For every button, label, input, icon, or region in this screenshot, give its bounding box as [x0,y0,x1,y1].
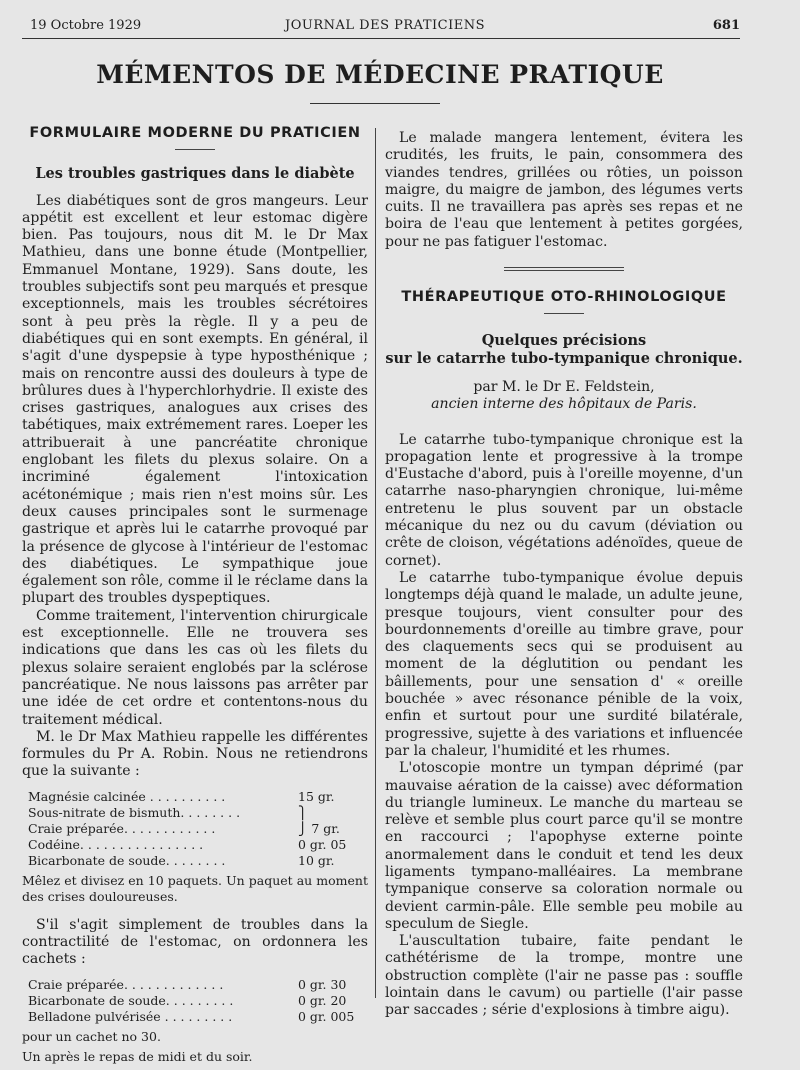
section-title-formulaire: FORMULAIRE MODERNE DU PRATICIEN [29,125,361,141]
header-journal: JOURNAL DES PRATICIENS [285,18,485,33]
formula-row [28,977,368,993]
running-header [30,18,740,40]
paragraph: Le malade mangera lentement, évitera les crudités, les fruits, le pain, consommera des viandes tendres, grillées ou rôties, un poisson maigre, du maigre de jambon, des légumes verts cuits. Il ne travaillera pas après ses repas et ne boira de l'eau que lentement à petites gorgées, pour ne pas fatiguer l'estomac. [385,130,743,250]
section-rule [175,149,215,150]
header-rule [22,38,740,39]
left-column [22,125,368,1065]
formula-1 [28,789,368,869]
ingredient: Bicarbonate de soude. . . . . . . . . [28,992,234,1008]
title-rule [310,103,440,104]
formula-row [28,789,368,805]
paragraph: Comme traitement, l'intervention chirurgicale est exceptionnelle. Elle ne trouvera ses indications que dans les cas où les filets du plexus solaire seraient englobés par la sclérose pancréatique. Ne nous laissons pas arrêter par une idée de cet ordre et contentons-nous du traitement médical. [22,607,368,728]
formula-row [28,853,368,869]
byline-affiliation: ancien interne des hôpitaux de Paris. [431,396,697,413]
ingredient: Craie préparée. . . . . . . . . . . . [28,820,216,836]
quantity: 0 gr. 05 [298,836,347,852]
formula-row [28,805,368,821]
paragraph: Les diabétiques sont de gros mangeurs. Leur appétit est excellent et leur estomac digère bien. Pas toujours, nous dit M. le Dr Max Mathieu, dans une bonne étude (Montpellier, Emmanuel Montane, 1929). Sans doute, les troubles subjectifs sont peu marqués et presque exceptionnels, mais les troubles sécrétoires sont à peu près la règle. Il y a peu de diabétiques qui en sont exempts. En général, il s'agit d'une dyspepsie à type hyposthénique ; mais on rencontre aussi des douleurs à type de brûlures dues à l'hyperchlorhydrie. Il existe des crises gastriques, analogues aux crises des tabétiques, maix extrémement rares. Loeper les attribuerait à une pancréatite chronique englobant les filets du plexus solaire. On a incriminé également l'intoxication acétonémique ; mais rien n'est moins sûr. Les deux causes principales sont le surmenage gastrique et après lui le catarrhe provoqué par la présence de glycose à l'intérieur de l'estomac des diabétiques. Le sympathique joue également son rôle, comme il le réclame dans la plupart des troubles dyspeptiques. [22,192,368,607]
ingredient: Sous-nitrate de bismuth. . . . . . . . [28,804,241,820]
ingredient: Codéine. . . . . . . . . . . . . . . . [28,836,204,852]
article-title-line2: sur le catarrhe tubo-tympanique chronique. [385,349,743,367]
ingredient: Belladone pulvérisée . . . . . . . . . [28,1008,233,1024]
section-rule [544,313,584,314]
paragraph: Le catarrhe tubo-tympanique chronique est la propagation lente et progressive à la trompe d'Eustache d'abord, puis à l'oreille moyenne, d'un catarrhe naso-pharyngien chronique, lui-même entretenu le plus souvent par un obstacle mécanique du nez ou du cavum (déviation ou crête de cloison, végétations adénoïdes, queue de cornet). [385,431,743,569]
paragraph: S'il s'agit simplement de troubles dans la contractilité de l'estomac, on ordonnera les cachets : [22,916,368,968]
formula-note: Un après le repas de midi et du soir. [22,1048,253,1064]
paragraph: L'auscultation tubaire, faite pendant le cathétérisme de la trompe, montre une obstruction complète (l'air ne passe pas : souffle lointain dans le cavum) ou partielle (l'air passe par saccades ; série d'explosions à timbre aigu). [385,933,743,1019]
section-title-oto: THÉRAPEUTIQUE OTO-RHINOLOGIQUE [401,289,727,306]
right-column [385,130,743,1020]
formula-row [28,821,368,837]
ingredient: Bicarbonate de soude. . . . . . . . [28,852,226,868]
formula-note: pour un cachet no 30. [22,1028,161,1044]
page-title: MÉMENTOS DE MÉDECINE PRATIQUE [96,60,664,89]
formula-note: Mêlez et divisez en 10 paquets. Un paquet au moment des crises douloureuses. [22,872,368,904]
formula-row [28,1009,368,1025]
header-date: 19 Octobre 1929 [30,18,142,33]
ingredient: Magnésie calcinée . . . . . . . . . . [28,788,226,804]
article-title-diabete: Les troubles gastriques dans le diabète [35,165,355,183]
quantity: 10 gr. [298,852,335,868]
formula-2 [28,977,368,1025]
formula-row [28,993,368,1009]
quantity: 15 gr. [298,788,335,804]
paragraph: M. le Dr Max Mathieu rappelle les différentes formules du Pr A. Robin. Nous ne retiendrons que la suivante : [22,728,368,780]
quantity: 0 gr. 20 [298,992,347,1008]
paragraph: L'otoscopie montre un tympan déprimé (par mauvaise aération de la caisse) avec déformation du triangle lumineux. Le manche du marteau se relève et semble plus court parce qu'il se montre en raccourci ; l'apophyse externe pointe anormalement dans le conduit et tend les deux ligaments tympano-malléaires. La membrane tympanique conserve sa coloration normale ou devient carmin-pâle. Elle semble peu mobile au speculum de Siegle. [385,760,743,932]
article-title-line1: Quelques précisions [481,332,647,350]
quantity: 0 gr. 005 [298,1008,355,1024]
quantity: ⎭ 7 gr. [298,820,340,836]
header-page-number: 681 [712,18,740,33]
quantity: ⎫ [298,804,308,820]
formula-row [28,837,368,853]
column-divider [375,128,376,998]
double-rule-separator [504,267,624,271]
paragraph: Le catarrhe tubo-tympanique évolue depuis longtemps déjà quand le malade, un adulte jeune, presque toujours, vient consulter pour des bourdonnements d'oreille au timbre grave, pour des claquements secs qui se produisent au moment de la déglutition ou pendant les bâillements, pour une sensation d' « oreille bouchée » avec résonance pénible de la voix, enfin et surtout pour une surdité bilatérale, progressive, sujette à des variations et influencée par la chaleur, l'humidité et les rhumes. [385,569,743,759]
quantity: 0 gr. 30 [298,976,347,992]
byline: par M. le Dr E. Feldstein, [473,378,655,395]
ingredient: Craie préparée. . . . . . . . . . . . . [28,976,224,992]
